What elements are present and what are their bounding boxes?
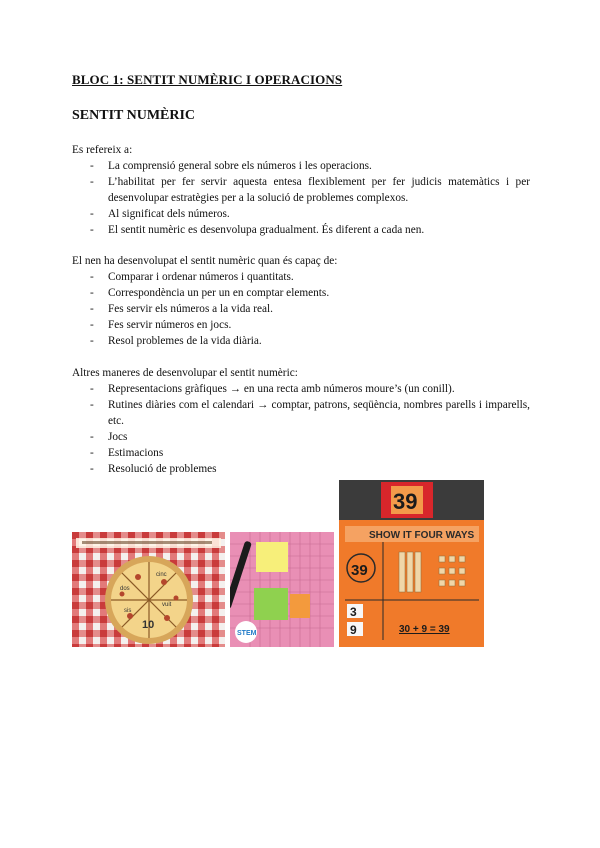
bullet-list [72, 269, 530, 349]
list-item: - Estimacions [72, 445, 530, 461]
circle-number: 39 [351, 562, 368, 579]
tens-digit: 3 [350, 605, 357, 619]
list-item: - El sentit numèric es desenvolupa gradualment. És diferent a cada nen. [72, 222, 530, 238]
ones-digit: 9 [350, 623, 357, 637]
section-refers-to [72, 142, 530, 238]
list-item: - Rutines diàries com el calendari → comptar, patrons, seqüència, nombres parells i imparells, etc. [72, 397, 530, 429]
section-heading: SENTIT NUMÈRIC [72, 108, 196, 123]
section-intro: Es refereix a: [72, 144, 133, 156]
list-item: - La comprensió general sobre els números i les operacions. [72, 158, 530, 174]
pizza-word: cinc [156, 572, 167, 578]
list-item: - Fes servir els números a la vida real. [72, 301, 530, 317]
pizza-word: sis [124, 608, 132, 614]
section-abilities [72, 253, 530, 349]
board-banner: SHOW IT FOUR WAYS [369, 530, 475, 541]
document-title: BLOC 1: SENTIT NUMÈRIC I OPERACIONS [72, 72, 343, 87]
list-item: - L’habilitat per fer servir aquesta entesa flexiblement per fer judicis matemàtics i per desenvolupar estratègies per a la solució de problemes complexos. [72, 174, 530, 206]
list-item: - Representacions gràfiques → en una recta amb números moure’s (un conill). [72, 381, 530, 397]
pizza-word: dos [120, 586, 130, 592]
section-intro: Altres maneres de desenvolupar el sentit numèric: [72, 367, 298, 379]
section-intro: El nen ha desenvolupat el sentit numèric quan és capaç de: [72, 255, 338, 267]
pizza-game-photo [72, 532, 225, 647]
list-item: - Resol problemes de la vida diària. [72, 333, 530, 349]
list-item: - Al significat dels números. [72, 206, 530, 222]
list-item: - Comparar i ordenar números i quantitats. [72, 269, 530, 285]
show-four-ways-photo [339, 480, 484, 647]
section-other-ways [72, 365, 530, 477]
equation: 30 + 9 = 39 [399, 624, 450, 635]
list-item: - Fes servir números en jocs. [72, 317, 530, 333]
bullet-list [72, 381, 530, 477]
hundreds-chart-photo [230, 532, 334, 647]
pizza-word: vuit [162, 602, 172, 608]
list-item: - Resolució de problemes [72, 461, 530, 477]
card-number: 39 [393, 489, 418, 514]
list-item: - Correspondència un per un en comptar elements. [72, 285, 530, 301]
bullet-list [72, 158, 530, 238]
pizza-number: 10 [142, 619, 155, 631]
stem-logo: STEM [237, 630, 257, 637]
list-item: - Jocs [72, 429, 530, 445]
